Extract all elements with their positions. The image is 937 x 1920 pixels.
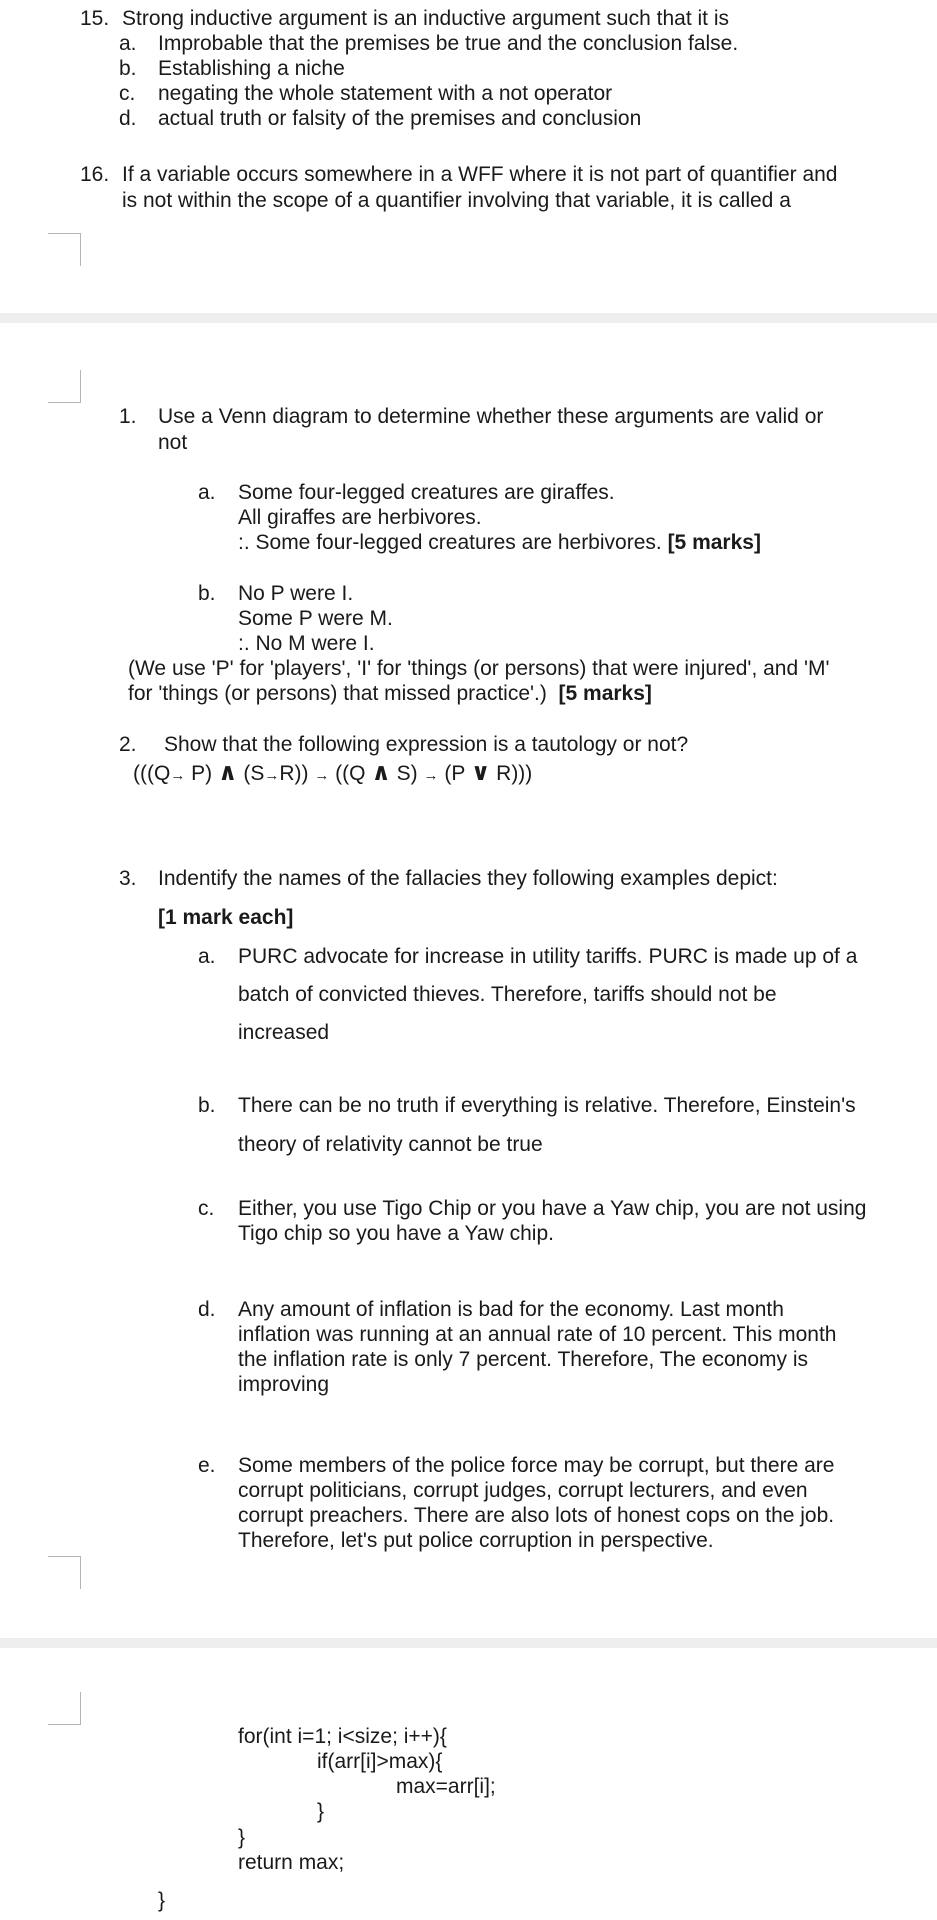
q1b-line-3: :. No M were I. — [238, 632, 375, 655]
code-line: max=arr[i]; — [396, 1775, 496, 1798]
page-corner-mark — [48, 370, 81, 403]
q3c-letter: c. — [198, 1197, 215, 1220]
page-separator — [0, 313, 937, 323]
q1a-letter: a. — [198, 481, 216, 504]
page-2 — [0, 323, 937, 1638]
q3e-line: corrupt preachers. There are also lots of honest cops on the job. — [238, 1504, 835, 1527]
q1a-line-1: Some four-legged creatures are giraffes. — [238, 481, 615, 504]
q3d-letter: d. — [198, 1298, 216, 1321]
q3d-line: Any amount of inflation is bad for the economy. Last month — [238, 1298, 784, 1321]
q1-note-line-1: (We use 'P' for 'players', 'I' for 'things (or persons) that were injured', and 'M' — [128, 657, 830, 680]
q3b-line: theory of relativity cannot be true — [238, 1133, 543, 1156]
q2-number: 2. — [119, 733, 137, 756]
q16-line-1: If a variable occurs somewhere in a WFF where it is not part of quantifier and — [122, 163, 838, 186]
code-line: if(arr[i]>max){ — [317, 1750, 443, 1773]
page-separator — [0, 1638, 937, 1648]
q1-line-1: Use a Venn diagram to determine whether these arguments are valid or — [158, 405, 824, 428]
q15-option-c-letter: c. — [119, 82, 136, 105]
q15-option-b-letter: b. — [119, 57, 137, 80]
q3e-line: Therefore, let's put police corruption in perspective. — [238, 1529, 714, 1552]
q3-marks: [1 mark each] — [158, 906, 294, 929]
code-line: } — [158, 1889, 166, 1912]
page-corner-mark — [48, 1692, 81, 1725]
page-1 — [0, 0, 937, 313]
code-line: } — [317, 1800, 325, 1823]
page-corner-mark — [48, 233, 81, 266]
q15-option-b: Establishing a niche — [158, 57, 345, 80]
q2-text: Show that the following expression is a tautology or not? — [164, 733, 689, 756]
q3-text: Indentify the names of the fallacies they following examples depict: — [158, 867, 778, 890]
q3b-line: There can be no truth if everything is relative. Therefore, Einstein's — [238, 1094, 856, 1117]
q15-option-d-letter: d. — [119, 107, 137, 130]
q1a-line-3: :. Some four-legged creatures are herbivores. [5 marks] — [238, 531, 761, 554]
page-corner-mark — [48, 1556, 81, 1589]
q1-number: 1. — [119, 405, 137, 428]
q1a-line-2: All giraffes are herbivores. — [238, 506, 482, 529]
q15-stem: Strong inductive argument is an inductive argument such that it is — [122, 7, 729, 30]
q1a-marks: [5 marks] — [667, 531, 761, 554]
q3d-line: inflation was running at an annual rate of 10 percent. This month — [238, 1323, 837, 1346]
q15-option-a: Improbable that the premises be true and the conclusion false. — [158, 32, 739, 55]
q1b-letter: b. — [198, 582, 216, 605]
q3e-letter: e. — [198, 1454, 216, 1477]
q3b-letter: b. — [198, 1094, 216, 1117]
q3a-line: increased — [238, 1021, 330, 1044]
q2-expression: (((Q→ P) ∧ (S→R)) → ((Q ∧ S) → (P ∨ R))) — [133, 759, 533, 786]
q3e-line: corrupt politicians, corrupt judges, corrupt lecturers, and even — [238, 1479, 808, 1502]
q1-note-line-2: for 'things (or persons) that missed practice'.) [5 marks] — [128, 682, 652, 705]
q3-number: 3. — [119, 867, 137, 890]
code-line: } — [238, 1826, 246, 1849]
q1-line-2: not — [158, 431, 188, 454]
q1b-line-1: No P were I. — [238, 582, 354, 605]
code-line: return max; — [238, 1851, 345, 1874]
q15-option-d: actual truth or falsity of the premises and conclusion — [158, 107, 642, 130]
q3e-line: Some members of the police force may be corrupt, but there are — [238, 1454, 835, 1477]
q16-line-2: is not within the scope of a quantifier involving that variable, it is called a — [122, 189, 791, 212]
q16-number: 16. — [80, 163, 110, 186]
q3a-letter: a. — [198, 945, 216, 968]
q15-option-a-letter: a. — [119, 32, 137, 55]
q3c-line: Either, you use Tigo Chip or you have a Yaw chip, you are not using — [238, 1197, 867, 1220]
q3a-line: batch of convicted thieves. Therefore, tariffs should not be — [238, 983, 777, 1006]
q1-note-marks: [5 marks] — [558, 682, 652, 705]
q15-option-c: negating the whole statement with a not operator — [158, 82, 613, 105]
q3d-line: improving — [238, 1373, 330, 1396]
q1b-line-2: Some P were M. — [238, 607, 393, 630]
q3d-line: the inflation rate is only 7 percent. Therefore, The economy is — [238, 1348, 809, 1371]
code-line: for(int i=1; i<size; i++){ — [238, 1725, 447, 1748]
q15-number: 15. — [80, 7, 110, 30]
q3c-line: Tigo chip so you have a Yaw chip. — [238, 1222, 554, 1245]
page-3 — [0, 1648, 937, 1920]
q3a-line: PURC advocate for increase in utility tariffs. PURC is made up of a — [238, 945, 858, 968]
